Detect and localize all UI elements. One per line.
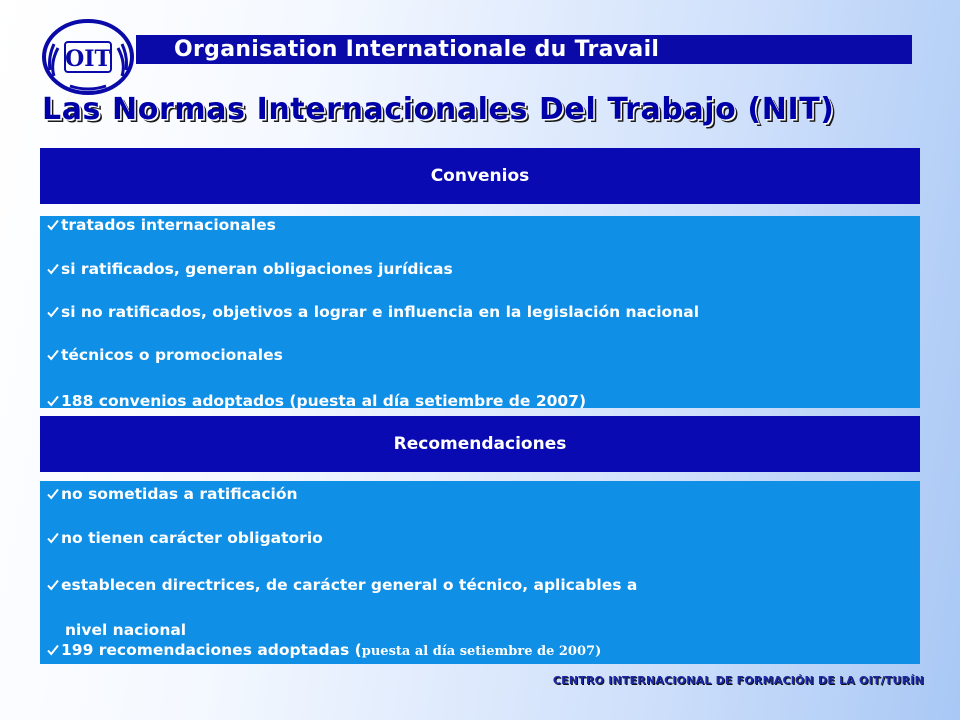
checkmark-icon bbox=[46, 305, 60, 319]
recomendaciones-header bbox=[40, 416, 920, 472]
checkmark-icon bbox=[46, 578, 60, 592]
logo-text: OIT bbox=[65, 46, 111, 72]
organization-name: Organisation Internationale du Travail bbox=[174, 37, 660, 62]
organization-name-bar bbox=[136, 35, 912, 64]
convenios-box bbox=[40, 216, 920, 408]
checkmark-icon bbox=[46, 643, 60, 657]
list-item: si no ratificados, objetivos a lograr e influencia en la legislación nacional bbox=[46, 303, 699, 321]
checkmark-icon bbox=[46, 394, 60, 408]
list-item: 188 convenios adoptados (puesta al día setiembre de 2007) bbox=[46, 392, 586, 408]
checkmark-icon bbox=[46, 531, 60, 545]
oit-logo bbox=[40, 18, 136, 96]
list-item: tratados internacionales bbox=[46, 216, 276, 234]
recomendaciones-heading: Recomendaciones bbox=[393, 434, 567, 454]
page-title: Las Normas Internacionales Del Trabajo (NIT) bbox=[42, 92, 835, 127]
checkmark-icon bbox=[46, 348, 60, 362]
list-item: si ratificados, generan obligaciones jurídicas bbox=[46, 260, 453, 278]
recomendaciones-box bbox=[40, 481, 920, 664]
footer-institution: CENTRO INTERNACIONAL DE FORMACIÓN DE LA OIT/TURÍN bbox=[552, 674, 924, 687]
checkmark-icon bbox=[46, 218, 60, 232]
checkmark-icon bbox=[46, 262, 60, 276]
list-item-continuation: nivel nacional bbox=[65, 621, 187, 639]
list-item: no sometidas a ratificación bbox=[46, 485, 298, 503]
list-item: establecen directrices, de carácter general o técnico, aplicables a bbox=[46, 576, 637, 594]
list-item: 199 recomendaciones adoptadas (puesta al día setiembre de 2007) bbox=[46, 641, 601, 661]
oit-emblem-icon bbox=[40, 18, 136, 96]
list-item: técnicos o promocionales bbox=[46, 346, 283, 364]
convenios-heading: Convenios bbox=[430, 166, 530, 186]
checkmark-icon bbox=[46, 487, 60, 501]
convenios-header bbox=[40, 148, 920, 204]
list-item: no tienen carácter obligatorio bbox=[46, 529, 323, 547]
